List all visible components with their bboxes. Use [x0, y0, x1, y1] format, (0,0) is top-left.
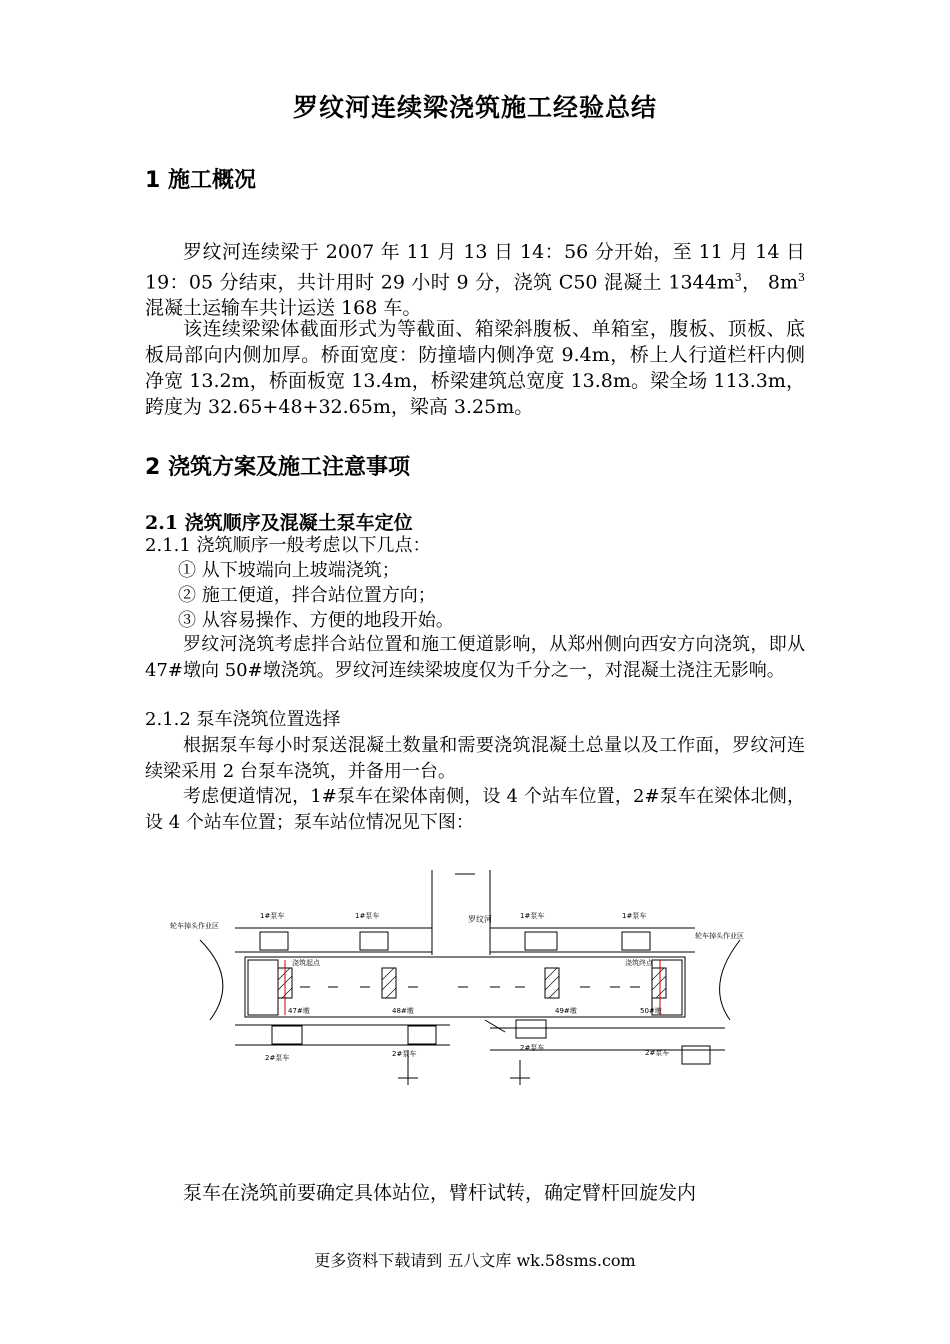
pump-label: 1#泵车 — [260, 912, 285, 920]
pier-label: 48#墩 — [392, 1007, 414, 1015]
pump-label: 1#泵车 — [520, 912, 545, 920]
list-item: ② 施工便道，拌合站位置方向； — [178, 585, 436, 606]
overview-paragraph-2: 该连续梁梁体截面形式为等截面、箱梁斜腹板、单箱室，腹板、顶板、底板局部向内侧加厚。桥面宽度：防撞墙内侧净宽 9.4m，桥上人行道栏杆内侧净宽 13.2m，桥面板宽 13.4m，桥梁建筑总宽度 13.8m。梁全场 113.3m，跨度为 32.65+48+32.65m，梁高 3.25m。 — [145, 318, 805, 418]
pump-paragraph-2: 考虑便道情况，1#泵车在梁体南侧，设 4 个站车位置，2#泵车在梁体北侧，设 4 个站车位置；泵车站位情况见下图： — [145, 786, 805, 833]
zone-label-right: 轮车掉头作业区 — [695, 932, 744, 940]
pump-label: 1#泵车 — [355, 912, 380, 920]
page-footer: 更多资料下载请到 五八文库 wk.58sms.com — [314, 1251, 636, 1270]
pump-label: 2#泵车 — [520, 1044, 545, 1052]
river-label: 罗纹河 — [468, 915, 492, 924]
list-item: ③ 从容易操作、方便的地段开始。 — [178, 610, 454, 631]
pier-label: 49#墩 — [555, 1007, 577, 1015]
sequence-paragraph: 罗纹河浇筑考虑拌合站位置和施工便道影响，从郑州侧向西安方向浇筑，即从 47#墩向 50#墩浇筑。罗纹河连续梁坡度仅为千分之一，对混凝土浇注无影响。 — [145, 634, 805, 681]
pump-label: 2#泵车 — [645, 1049, 670, 1057]
closing-paragraph: 泵车在浇筑前要确定具体站位，臂杆试转，确定臂杆回旋发内 — [183, 1182, 697, 1204]
pump-label: 2#泵车 — [265, 1054, 290, 1062]
start-note: 浇筑起点 — [292, 959, 320, 967]
list-item: ① 从下坡端向上坡端浇筑； — [178, 560, 400, 581]
zone-label-left: 轮车掉头作业区 — [170, 922, 219, 930]
section-2-1-1: 2.1.1 浇筑顺序一般考虑以下几点： — [145, 535, 431, 556]
pier-label: 47#墩 — [288, 1007, 310, 1015]
pier-label: 50#墩 — [640, 1007, 662, 1015]
section-1-heading: 1 施工概况 — [145, 168, 256, 193]
overview-paragraph-1: 罗纹河连续梁于 2007 年 11 月 13 日 14：56 分开始，至 11 月 14 日 19：05 分结束，共计用时 29 小时 9 分，浇筑 C50 混凝土 $1344m^3$， $8m^3$混凝土运输车共计运送 168 车。 — [145, 241, 805, 320]
section-2-1-heading: 2.1 浇筑顺序及混凝土泵车定位 — [145, 512, 413, 534]
page-title: 罗纹河连续梁浇筑施工经验总结 — [292, 93, 657, 122]
pump-paragraph-1: 根据泵车每小时泵送混凝土数量和需要浇筑混凝土总量以及工作面，罗纹河连续梁采用 2 台泵车浇筑，并备用一台。 — [145, 735, 805, 782]
pump-label: 1#泵车 — [622, 912, 647, 920]
pump-label: 2#泵车 — [392, 1050, 417, 1058]
section-2-heading: 2 浇筑方案及施工注意事项 — [145, 455, 410, 480]
end-note: 浇筑终点 — [625, 959, 653, 967]
section-2-1-2: 2.1.2 泵车浇筑位置选择 — [145, 709, 341, 730]
pump-position-diagram — [160, 860, 760, 1100]
